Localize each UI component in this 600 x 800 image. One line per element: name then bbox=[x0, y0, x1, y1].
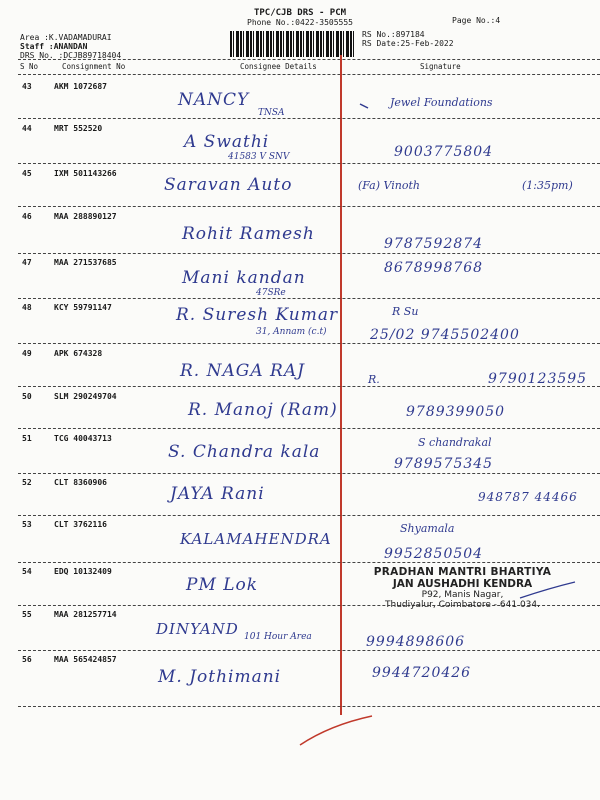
consignee-note: 47SRe bbox=[256, 288, 286, 298]
consignee-name: R. NAGA RAJ bbox=[180, 361, 305, 381]
row-consignment: APK 674328 bbox=[54, 349, 103, 358]
consignee-note: TNSA bbox=[258, 108, 285, 118]
row-sno: 45 bbox=[22, 169, 32, 178]
col-consignment: Consignment No bbox=[62, 62, 126, 71]
row-sno: 53 bbox=[22, 520, 32, 529]
consignee-name: R. Manoj (Ram) bbox=[188, 400, 338, 420]
row-consignment: MAA 281257714 bbox=[54, 610, 117, 619]
row-consignment: MRT 552520 bbox=[54, 124, 103, 133]
receiver-phone: 9003775804 bbox=[394, 144, 494, 160]
consignee-note: 101 Hour Area bbox=[244, 632, 312, 642]
row-consignment: AKM 1072687 bbox=[54, 82, 107, 91]
delivery-time: (1:35pm) bbox=[522, 179, 573, 192]
row-consignment: EDQ 10132409 bbox=[54, 567, 112, 576]
receiver-signature: R Su bbox=[392, 305, 419, 318]
consignee-name: NANCY bbox=[178, 90, 250, 110]
consignee-name: Rohit Ramesh bbox=[182, 224, 315, 244]
row-sno: 56 bbox=[22, 655, 32, 664]
stamp-line-1: PRADHAN MANTRI BHARTIYA bbox=[373, 566, 552, 578]
consignee-name: Saravan Auto bbox=[164, 175, 293, 195]
receiver-phone: 9787592874 bbox=[384, 236, 484, 252]
receiver-phone: 9994898606 bbox=[366, 634, 466, 650]
row-sno: 44 bbox=[22, 124, 32, 133]
stamp-line-4: Thudiyalur, Coimbatore - 641 034. bbox=[385, 600, 540, 610]
consignee-name: DINYAND bbox=[156, 620, 239, 638]
row-consignment: IXM 501143266 bbox=[54, 169, 117, 178]
phone-number: Phone No.:0422-3505555 bbox=[247, 18, 353, 27]
page-number: Page No.:4 bbox=[452, 16, 501, 25]
col-consignee: Consignee Details bbox=[240, 62, 317, 71]
consignee-name: A Swathi bbox=[184, 132, 270, 152]
consignee-note: 41583 V SNV bbox=[228, 152, 290, 162]
receiver-phone: 948787 44466 bbox=[478, 490, 578, 504]
row-sno: 50 bbox=[22, 392, 32, 401]
area-label: Area :K.VADAMADURAI bbox=[20, 33, 112, 42]
row-sno: 51 bbox=[22, 434, 32, 443]
consignee-name: Mani kandan bbox=[182, 268, 306, 288]
row-sno: 43 bbox=[22, 82, 32, 91]
receiver-phone: 9789575345 bbox=[394, 456, 494, 472]
staff-label: Staff :ANANDAN bbox=[20, 42, 88, 51]
receiver-signature: R. bbox=[368, 373, 380, 386]
receiver-signature: Jewel Foundations bbox=[390, 96, 493, 109]
receiver-phone: 8678998768 bbox=[384, 260, 484, 276]
row-sno: 55 bbox=[22, 610, 32, 619]
document-title: TPC/CJB DRS - PCM bbox=[253, 8, 347, 18]
receiver-phone: 25/02 9745502400 bbox=[370, 327, 520, 343]
row-consignment: MAA 288890127 bbox=[54, 212, 117, 221]
consignee-name: JAYA Rani bbox=[170, 484, 265, 504]
row-consignment: MAA 271537685 bbox=[54, 258, 117, 267]
row-consignment: CLT 8360906 bbox=[54, 478, 107, 487]
drs-number: DRS No. :DCJB89718404 bbox=[20, 51, 122, 60]
row-consignment: MAA 565424857 bbox=[54, 655, 117, 664]
stamp-line-3: P92, Manis Nagar, bbox=[421, 590, 504, 600]
col-signature: Signature bbox=[420, 62, 461, 71]
row-consignment: TCG 40043713 bbox=[54, 434, 112, 443]
row-sno: 48 bbox=[22, 303, 32, 312]
consignee-name: S. Chandra kala bbox=[168, 442, 321, 462]
receiver-signature: (Fa) Vinoth bbox=[358, 179, 421, 192]
stamp-line-2: JAN AUSHADHI KENDRA bbox=[392, 578, 533, 590]
receiver-phone: 9944720426 bbox=[372, 665, 472, 681]
row-sno: 49 bbox=[22, 349, 32, 358]
consignee-name: M. Jothimani bbox=[158, 667, 282, 687]
row-sno: 54 bbox=[22, 567, 32, 576]
consignee-name: R. Suresh Kumar bbox=[176, 305, 339, 325]
rs-date: RS Date:25-Feb-2022 bbox=[362, 39, 454, 48]
row-sno: 52 bbox=[22, 478, 32, 487]
col-sno: S No bbox=[20, 62, 39, 71]
receiver-phone: 9789399050 bbox=[406, 404, 506, 420]
receiver-phone: 9952850504 bbox=[384, 546, 484, 562]
rs-number: RS No.:897184 bbox=[362, 30, 425, 39]
row-sno: 46 bbox=[22, 212, 32, 221]
receiver-signature: Shyamala bbox=[400, 522, 455, 535]
row-consignment: CLT 3762116 bbox=[54, 520, 107, 529]
consignee-note: 31, Annam (c.t) bbox=[256, 327, 327, 337]
consignee-name: PM Lok bbox=[186, 575, 259, 595]
row-consignment: KCY 59791147 bbox=[54, 303, 112, 312]
row-consignment: SLM 290249704 bbox=[54, 392, 117, 401]
receiver-phone: 9790123595 bbox=[488, 371, 588, 387]
row-sno: 47 bbox=[22, 258, 32, 267]
receiver-signature: S chandrakal bbox=[418, 436, 492, 449]
consignee-name: KALAMAHENDRA bbox=[180, 530, 332, 548]
